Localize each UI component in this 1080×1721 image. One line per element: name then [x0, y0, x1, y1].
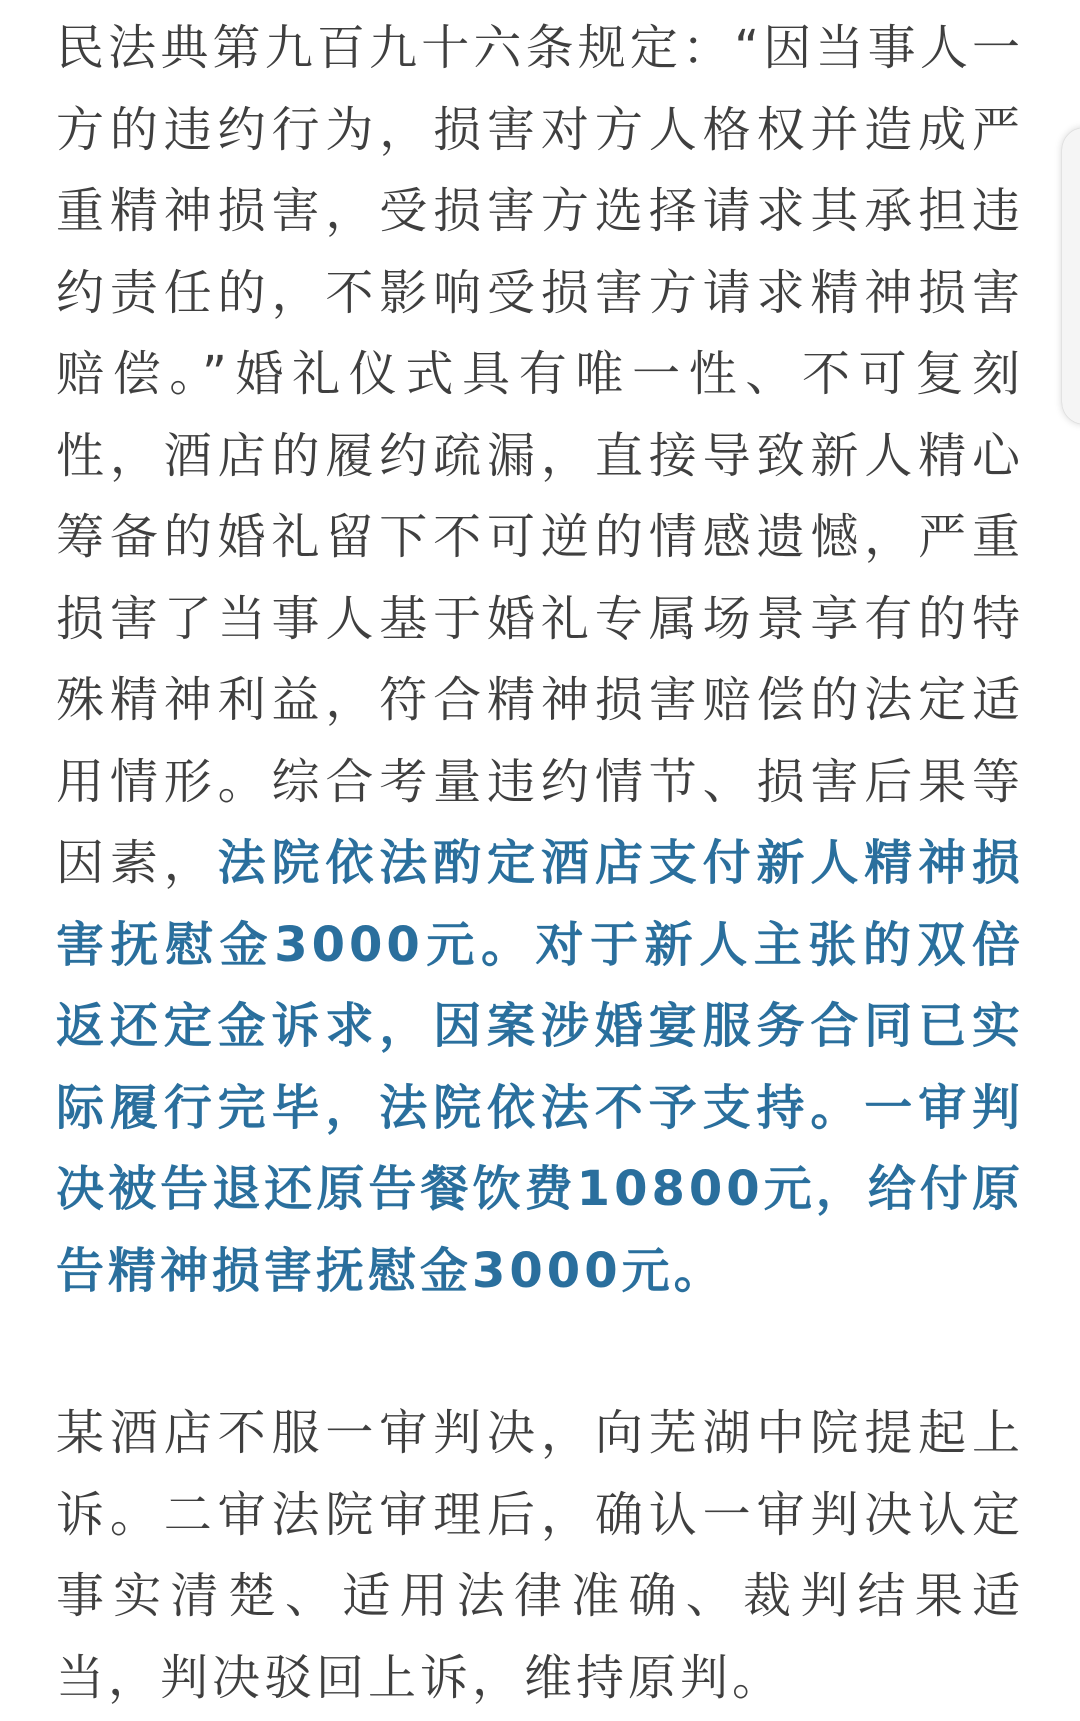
paragraph-text: 某酒店不服一审判决，向芜湖中院提起上诉。二审法院审理后，确认一审判决认定事实清楚、适用法律准确、裁判结果适当，判决驳回上诉，维持原判。 — [56, 1405, 1024, 1706]
article-paragraph — [56, 1393, 1024, 1719]
article-paragraph — [56, 8, 1024, 1312]
highlighted-verdict-text: 法院依法酌定酒店支付新人精神损害抚慰金3000元。对于新人主张的双倍返还定金诉求，因案涉婚宴服务合同已实际履行完毕，法院依法不予支持。一审判决被告退还原告餐饮费10800元，给付原告精神损害抚慰金3000元。 — [56, 835, 1024, 1299]
paragraph-text: 民法典第九百九十六条规定：“因当事人一方的违约行为，损害对方人格权并造成严重精神损害，受损害方选择请求其承担违约责任的，不影响受损害方请求精神损害赔偿。”婚礼仪式具有唯一性、不可复刻性，酒店的履约疏漏，直接导致新人精心筹备的婚礼留下不可逆的情感遗憾，严重损害了当事人基于婚礼专属场景享有的特殊精神利益，符合精神损害赔偿的法定适用情形。综合考量违约情节、损害后果等因素， — [56, 20, 1024, 891]
article-body — [56, 8, 1024, 1719]
edge-panel-handle[interactable] — [1062, 128, 1080, 424]
